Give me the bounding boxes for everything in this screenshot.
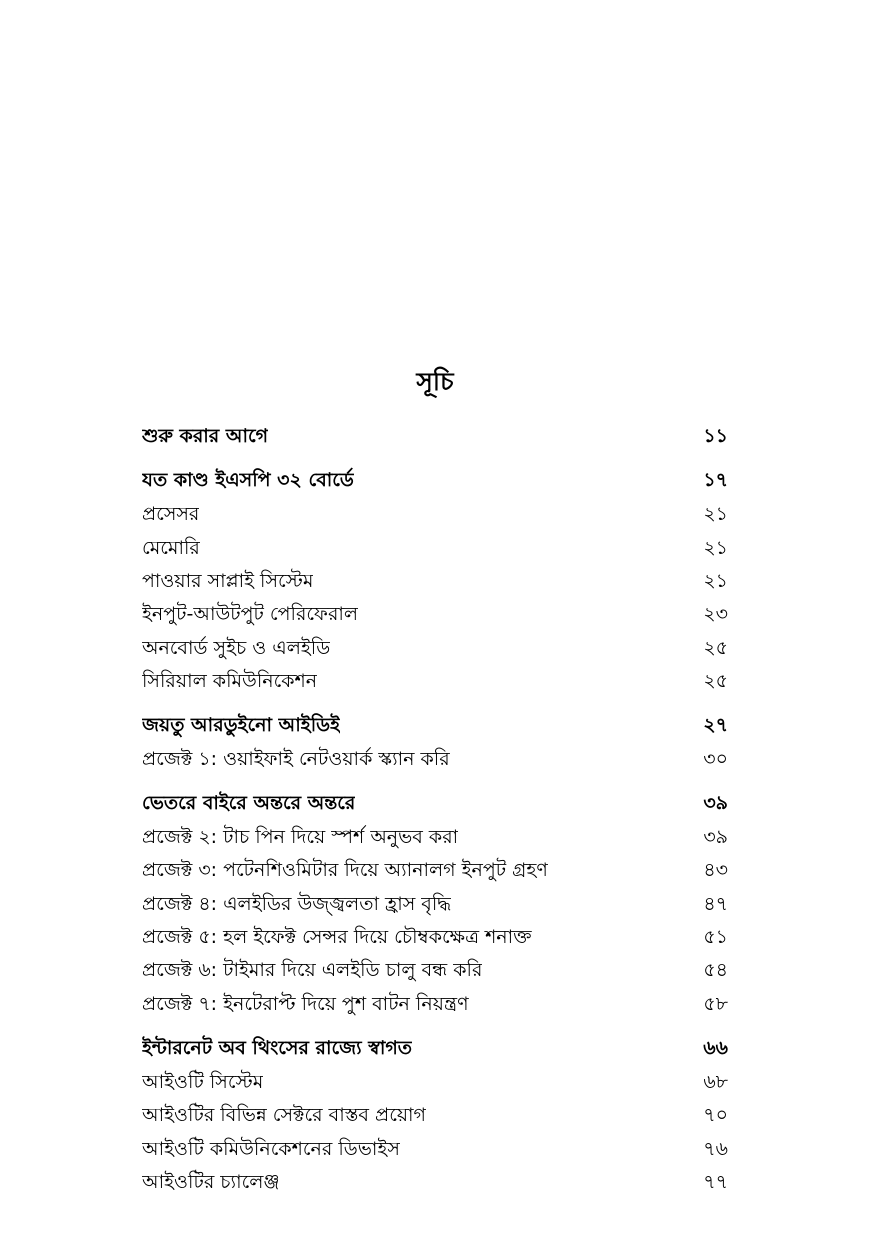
- toc-entry-label: যত কাণ্ড ইএসপি ৩২ বোর্ডে: [142, 469, 354, 491]
- toc-entry-page: ৩০: [703, 748, 728, 770]
- toc-entry-label: জয়তু আরডুইনো আইডিই: [142, 714, 340, 736]
- toc-entry: [142, 1035, 728, 1065]
- toc-entry: [142, 891, 728, 921]
- toc-entry-page: ২৩: [703, 603, 728, 625]
- toc-entry-label: প্রজেক্ট ৫: হল ইফেক্ট সেন্সর দিয়ে চৌম্বকক্ষেত্র শনাক্ত: [142, 926, 532, 948]
- toc-entry-page: ৭৬: [703, 1138, 728, 1160]
- toc-entry-label: প্রজেক্ট ৩: পটেনশিওমিটার দিয়ে অ্যানালগ ইনপুট গ্রহণ: [142, 859, 548, 881]
- toc-entry: [142, 535, 728, 565]
- toc-entry-page: ২১: [703, 570, 728, 592]
- toc-entry: [142, 957, 728, 987]
- toc-entry-page: ২৭: [703, 714, 728, 736]
- toc-entry-page: ৩৯: [703, 826, 728, 848]
- toc-entry: [142, 1102, 728, 1132]
- toc-entry-page: ৭০: [703, 1104, 728, 1126]
- toc-entry: [142, 423, 728, 453]
- toc-entry-label: পাওয়ার সাপ্লাই সিস্টেম: [142, 570, 314, 592]
- toc-entry-label: প্রজেক্ট ৭: ইনটেরাপ্ট দিয়ে পুশ বাটন নিয়ন্ত্রণ: [142, 993, 469, 1015]
- toc-entry-label: আইওটি সিস্টেম: [142, 1071, 264, 1093]
- toc-entry: [142, 635, 728, 665]
- toc-entry-label: ইনপুট-আউটপুট পেরিফেরাল: [142, 603, 359, 625]
- toc-entry-label: আইওটির বিভিন্ন সেক্টরে বাস্তব প্রয়োগ: [142, 1104, 426, 1126]
- toc-entry-label: আইওটির চ্যালেঞ্জ: [142, 1171, 280, 1193]
- toc-entry-page: ২৫: [703, 637, 728, 659]
- toc-entry: [142, 601, 728, 631]
- toc-entry-label: প্রজেক্ট ২: টাচ পিন দিয়ে স্পর্শ অনুভব করা: [142, 826, 459, 848]
- toc-entry-page: ৬৬: [703, 1037, 728, 1059]
- toc-entry: [142, 1136, 728, 1166]
- toc-entry-label: প্রজেক্ট ৬: টাইমার দিয়ে এলইডি চালু বন্ধ করি: [142, 959, 483, 981]
- toc-entry: [142, 790, 728, 820]
- toc-entry: [142, 746, 728, 776]
- toc-entry-page: ৫৪: [703, 959, 728, 981]
- toc-entry-page: ৪৩: [703, 859, 728, 881]
- toc-title: সূচি: [416, 367, 454, 396]
- toc-entry-page: ৬৮: [703, 1071, 728, 1093]
- toc-entry-page: ১১: [703, 425, 728, 447]
- toc-entry: [142, 824, 728, 854]
- toc-entry: [142, 1069, 728, 1099]
- toc-entry: [142, 1169, 728, 1199]
- toc-entry: [142, 857, 728, 887]
- toc-entry-page: ৭৭: [703, 1171, 728, 1193]
- toc-entry-label: প্রসেসর: [142, 503, 200, 525]
- toc-entry-page: ১৭: [703, 469, 728, 491]
- toc-entry-page: ৩৯: [703, 792, 728, 814]
- toc-entry: [142, 467, 728, 497]
- toc-entry-label: মেমোরি: [142, 537, 200, 559]
- toc-entry: [142, 568, 728, 598]
- toc-entry-page: ৪৭: [703, 893, 728, 915]
- toc-entry-label: শুরু করার আগে: [142, 425, 269, 447]
- toc-entry-label: ইন্টারনেট অব থিংসের রাজ্যে স্বাগত: [142, 1037, 413, 1059]
- toc-entry-label: প্রজেক্ট ১: ওয়াইফাই নেটওয়ার্ক স্ক্যান করি: [142, 748, 450, 770]
- toc-entry: [142, 712, 728, 742]
- toc-entry: [142, 668, 728, 698]
- toc-entry-label: ভেতরে বাইরে অন্তরে অন্তরে: [142, 792, 356, 814]
- toc-entry-page: ২১: [703, 503, 728, 525]
- toc-entry-label: অনবোর্ড সুইচ ও এলইডি: [142, 637, 331, 659]
- toc-entry-page: ৫৮: [703, 993, 728, 1015]
- toc-entry: [142, 924, 728, 954]
- toc-entry-page: ২৫: [703, 670, 728, 692]
- toc-entry-page: ২১: [703, 537, 728, 559]
- toc-entry: [142, 501, 728, 531]
- toc-entry: [142, 991, 728, 1021]
- toc-entry-page: ৫১: [703, 926, 728, 948]
- toc-entry-label: প্রজেক্ট ৪: এলইডির উজ্জ্বলতা হ্রাস বৃদ্ধি: [142, 893, 452, 915]
- toc-entry-label: আইওটি কমিউনিকেশনের ডিভাইস: [142, 1138, 400, 1160]
- toc-entry-label: সিরিয়াল কমিউনিকেশন: [142, 670, 318, 692]
